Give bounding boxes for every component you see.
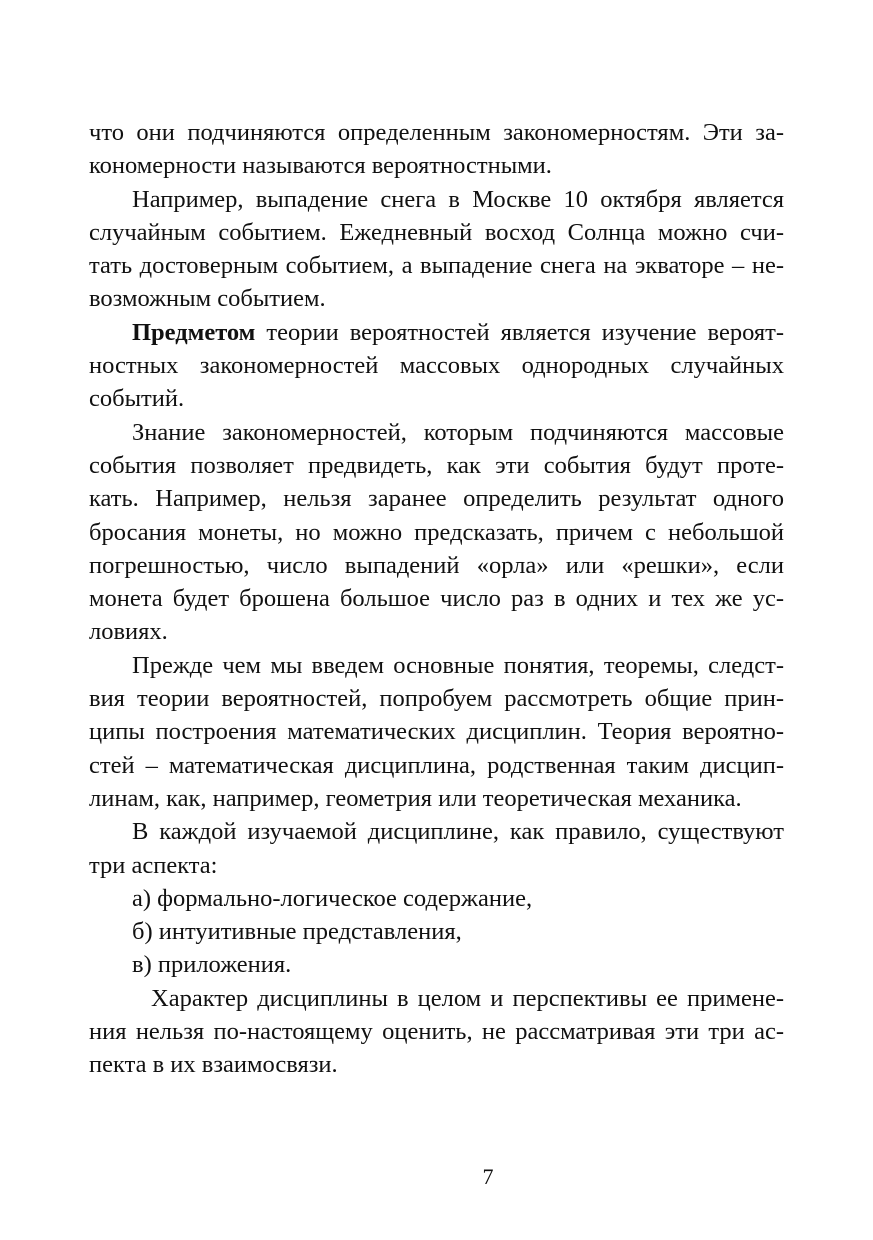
paragraph-3 [89, 316, 784, 416]
text-line: Характер дисциплины в целом и перспективы ее применe- [151, 984, 784, 1012]
bold-term: Предметом [132, 318, 256, 346]
text-line: кать. Например, нельзя заранее определить результат одного [89, 485, 784, 513]
text-line: случайным событием. Ежедневный восход Солнца можно счи- [89, 218, 784, 246]
text-line: вия теории вероятностей, попробуем рассмотреть общие прин- [89, 685, 784, 713]
paragraph-5 [89, 649, 784, 815]
list-item: б) интуитивные представления, [132, 918, 462, 946]
list-item: а) формально-логическое содержание, [132, 884, 533, 912]
body-text [89, 116, 784, 1082]
text-line: три аспекта: [89, 851, 218, 879]
text-line: линам, как, например, геометрия или теоретическая механика. [89, 784, 742, 812]
paragraph-6 [89, 815, 784, 882]
text-line: кономерности называются вероятностными. [89, 152, 552, 180]
text-line: погрешностью, число выпадений «орла» или «решки», если [89, 551, 784, 579]
text-line: стей – математическая дисциплина, родственная таким дисцип- [89, 751, 784, 779]
text-line: пекта в их взаимосвязи. [89, 1051, 338, 1079]
text-line: ния нельзя по-настоящему оценить, не рассматривая эти три ас- [89, 1018, 784, 1046]
paragraph-7 [89, 982, 784, 1082]
paragraph-2 [89, 183, 784, 316]
page-number: 7 [482, 1164, 494, 1189]
text-line [89, 316, 784, 349]
text-line: Например, выпадение снега в Москве 10 октября является [132, 185, 784, 213]
list-item: в) приложения. [132, 951, 292, 979]
text-run: теории вероятностей является изучение вероят- [255, 318, 784, 346]
text-line: ловиях. [89, 618, 168, 646]
text-line: что они подчиняются определенным закономерностям. Эти за- [89, 119, 784, 146]
text-line: Прежде чем мы введем основные понятия, теоремы, следст- [132, 651, 784, 679]
text-line: события позволяет предвидеть, как эти события будут проте- [89, 451, 784, 479]
paragraph-4 [89, 416, 784, 649]
text-line: монета будет брошена большое число раз в одних и тех же ус- [89, 585, 784, 613]
text-line: событий. [89, 385, 185, 413]
text-line: Знание закономерностей, которым подчиняются массовые [132, 418, 784, 446]
text-line: возможным событием. [89, 285, 326, 313]
text-line: бросания монеты, но можно предсказать, причем с небольшой [89, 518, 784, 546]
text-line: ностных закономерностей массовых однородных случайных [89, 352, 784, 380]
text-line: В каждой изучаемой дисциплине, как правило, существуют [132, 818, 784, 846]
text-line: ципы построения математических дисциплин. Теория вероятно- [89, 718, 784, 746]
text-line: тать достоверным событием, а выпадение снега на экваторе – не- [89, 252, 784, 280]
aspect-list [89, 882, 784, 982]
paragraph-1 [89, 116, 784, 183]
